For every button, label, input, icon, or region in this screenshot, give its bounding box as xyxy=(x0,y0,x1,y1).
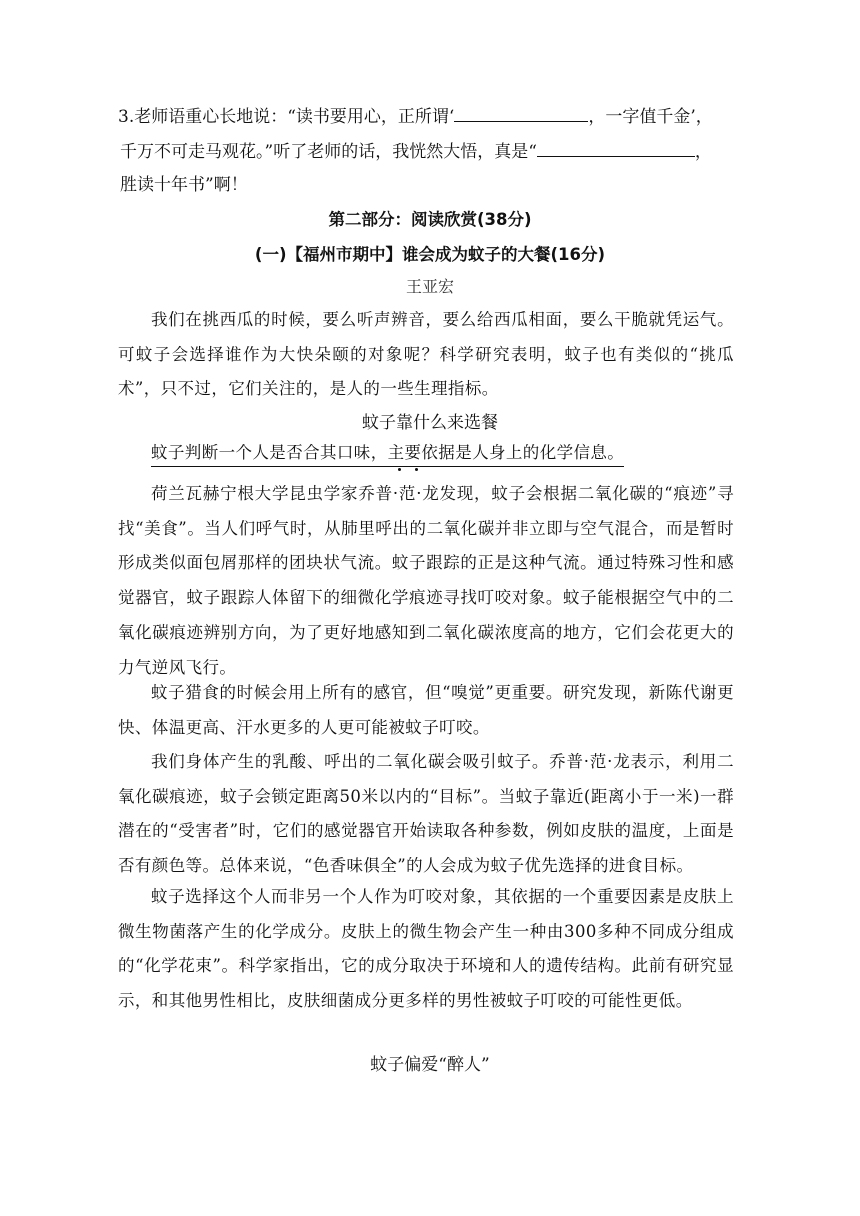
intro-paragraph: 我们在挑西瓜的时候，要么听声辨音，要么给西瓜相面，要么干脆就凭运气。可蚊子会选择谁作为大快朵颐的对象呢？科学研究表明，蚊子也有类似的“挑瓜术”，只不过，它们关注的，是人的一些生理指标。 xyxy=(118,310,734,399)
underlined-key-sentence: 蚊子判断一个人是否合其口味，主要依据是人身上的化学信息。 xyxy=(151,441,624,467)
paragraph-3: 我们身体产生的乳酸、呼出的二氧化碳会吸引蚊子。乔普·范·龙表示，利用二氧化碳痕迹，蚊子会锁定距离50米以内的“目标”。当蚊子靠近(距离小于一米)一群潜在的“受害者”时，它们的感觉器官开始读取各种参数，例如皮肤的温度，上面是否有颜色等。总体来说，“色香味俱全”的人会成为蚊子优先选择的进食目标。 xyxy=(118,752,734,876)
question-3-text-b: ，一字值千金’， xyxy=(588,107,713,127)
paragraph-2: 蚊子猎食的时候会用上所有的感官，但“嗅觉”更重要。研究发现，新陈代谢更快、体温更高、汗水更多的人更可能被蚊子叮咬。 xyxy=(118,683,734,737)
article-author: 王亚宏 xyxy=(405,277,454,296)
subheading-1: 蚊子靠什么来选餐 xyxy=(362,413,498,433)
part-title: 第二部分：阅读欣赏(38分) xyxy=(328,210,532,229)
subheading-2: 蚊子偏爱“醉人” xyxy=(370,1055,490,1075)
question-3-line-3: 胜读十年书”啊！ xyxy=(120,175,248,195)
question-3-line-2 xyxy=(120,138,712,164)
question-3-text-d: ， xyxy=(694,142,712,162)
question-3-line-1 xyxy=(118,103,713,129)
emphasis-dot-mark xyxy=(415,468,418,471)
emphasis-dot-mark xyxy=(398,468,401,471)
paragraph-1: 荷兰瓦赫宁根大学昆虫学家乔普·范·龙发现，蚊子会根据二氧化碳的“痕迹”寻找“美食”。当人们呼气时，从肺里呼出的二氧化碳并非立即与空气混合，而是暂时形成类似面包屑那样的团块状气流。蚊子跟踪的正是这种气流。通过特殊习性和感觉器官，蚊子跟踪人体留下的细微化学痕迹寻找叮咬对象。蚊子能根据空气中的二氧化碳痕迹辨别方向，为了更好地感知到二氧化碳浓度高的地方，它们会花更大的力气逆风飞行。 xyxy=(118,484,734,677)
answer-blank-2[interactable] xyxy=(537,138,695,157)
paragraph-4: 蚊子选择这个人而非另一个人作为叮咬对象，其依据的一个重要因素是皮肤上微生物菌落产生的化学成分。皮肤上的微生物会产生一种由300多种不同成分组成的“化学花束”。科学家指出，它的成分取决于环境和人的遗传结构。此前有研究显示，和其他男性相比，皮肤细菌成分更多样的男性被蚊子叮咬的可能性更低。 xyxy=(118,887,734,1011)
question-3-text-a: 3.老师语重心长地说：“读书要用心，正所谓‘ xyxy=(118,107,455,127)
article-title: (一)【福州市期中】谁会成为蚊子的大餐(16分) xyxy=(254,245,606,264)
question-3-text-c: 千万不可走马观花。”听了老师的话，我恍然大悟，真是“ xyxy=(120,142,537,162)
answer-blank-1[interactable] xyxy=(454,103,588,122)
